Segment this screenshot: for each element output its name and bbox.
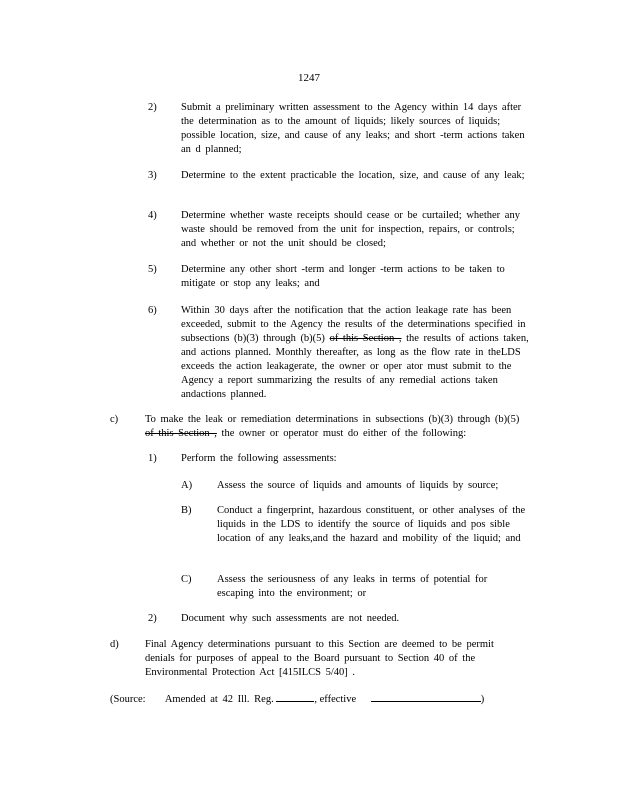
- item-marker: 3): [148, 170, 157, 181]
- page-number: 1247: [298, 72, 320, 84]
- item-marker: 4): [148, 210, 157, 221]
- subitem-marker: B): [181, 505, 192, 516]
- item-marker: 5): [148, 264, 157, 275]
- item-text: Within 30 days after the notification that the action leakage rate has been exceeded, submit to the Agency the results of the determinations specified in subsections (b)(3) through (b)(5) of this Section , the results of actions taken, and actions planned. Monthly thereafter, as long as the flow rate in theLDS exceeds the action leakagerate, the owner or oper ator must submit to the Agency a report summarizing the results of any remedial actions taken andactions planned.: [181, 305, 529, 400]
- effective-date-blank: [371, 691, 481, 702]
- item-marker: 2): [148, 613, 157, 624]
- subitem-marker: A): [181, 480, 193, 491]
- subitem-text: Assess the source of liquids and amounts of liquids by source;: [217, 480, 499, 491]
- item-text: Determine any other short -term and longer -term actions to be taken to mitigate or stop any leaks; and: [181, 264, 505, 289]
- struck-text: of this Section ,: [329, 333, 402, 344]
- item-marker: 6): [148, 305, 157, 316]
- struck-text: of this Section ,: [145, 428, 217, 439]
- section-text: Final Agency determinations pursuant to this Section are deemed to be permit denials for purposes of appeal to the Board pursuant to Section 40 of the Environmental Protection Act [415ILCS 5/40] .: [145, 639, 494, 678]
- item-text: Document why such assessments are not needed.: [181, 613, 400, 624]
- subitem-text: Assess the seriousness of any leaks in terms of potential for escaping into the environment; or: [217, 574, 488, 599]
- section-marker: c): [110, 414, 119, 425]
- register-blank: [276, 691, 314, 702]
- item-text: Submit a preliminary written assessment to the Agency within 14 days after the determination as to the amount of liquids; likely sources of liquids; possible location, size, and cause of any leaks; and short -term actions taken an d planned;: [181, 102, 525, 155]
- subitem-text: Conduct a fingerprint, hazardous constituent, or other analyses of the liquids in the LDS to identify the source of liquids and pos sible location of any leaks,and the hazard and mobility of the liquid; and: [217, 505, 526, 544]
- item-text: Determine to the extent practicable the location, size, and cause of any leak;: [181, 170, 525, 181]
- item-text: Determine whether waste receipts should cease or be curtailed; whether any waste should be removed from the unit for inspection, repairs, or controls; and whether or not the unit should be closed;: [181, 210, 520, 249]
- section-text: To make the leak or remediation determinations in subsections (b)(3) through (b)(5) of this Section , the owner or operator must do either of the following:: [145, 414, 520, 439]
- section-marker: d): [110, 639, 119, 650]
- subitem-marker: C): [181, 574, 192, 585]
- item-marker: 2): [148, 102, 157, 113]
- item-marker: 1): [148, 453, 157, 464]
- item-text: Perform the following assessments:: [181, 453, 337, 464]
- source-note: (Source: Amended at 42 Ill. Reg. , effective ): [110, 691, 530, 707]
